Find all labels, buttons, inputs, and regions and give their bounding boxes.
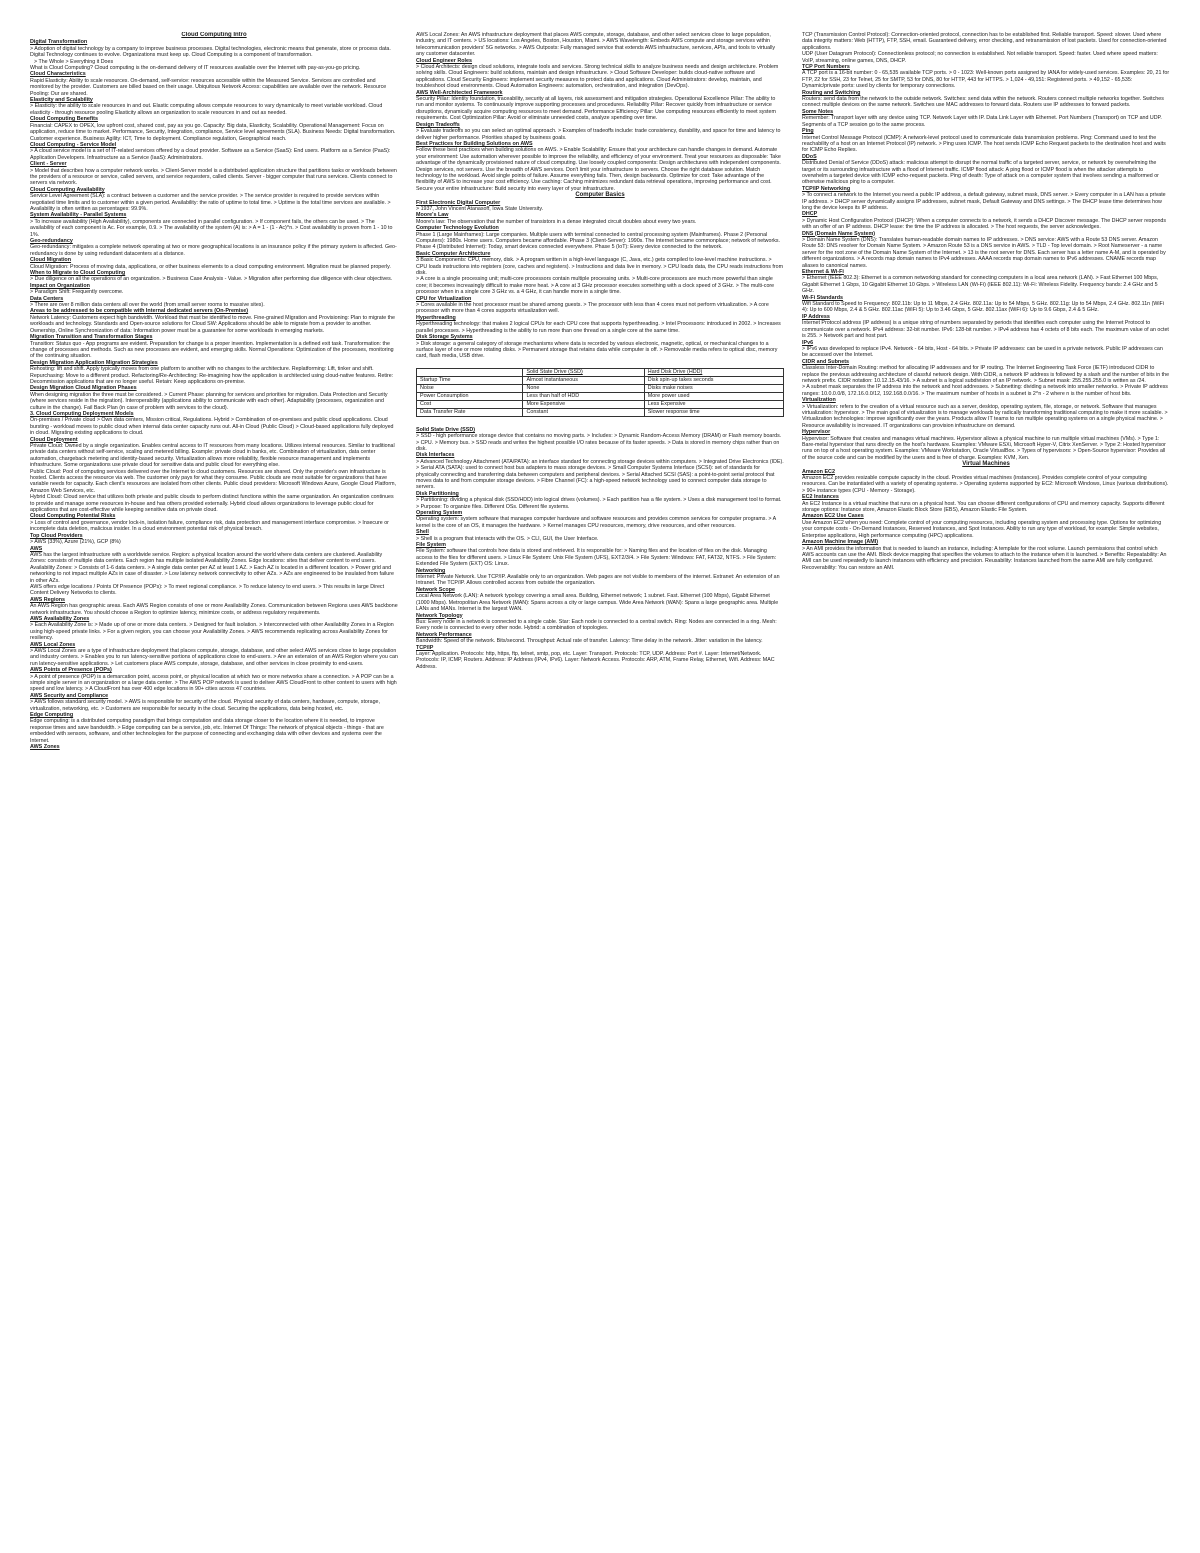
sheet-title: Cloud Computing Intro	[181, 32, 247, 38]
heading-ethernet: Ethernet & Wi-Fi	[802, 269, 844, 276]
heading-operating-system: Operating System	[416, 510, 463, 516]
heading-geo-redundancy: Geo-redundancy	[30, 238, 73, 244]
heading-aws-pop: AWS Points of Presence (POPs)	[30, 667, 112, 674]
heading-cloud-characteristics: Cloud Characteristics	[30, 71, 86, 78]
table-cell: Disks make noises	[644, 384, 783, 392]
text-private-cloud: Private Cloud: Owned by a single organization. Enables central access to IT resources from many locations. Utilizes internal resources. Similar to traditional private data centers without self-service, scaling and metered billing. Example: private cloud in banks, etc. Combination of virtualization, data center automation, chargeback metering and identity-based security. Virtualization allows more reliability, flexible resource management and implements infrastructure. Some organizations use private cloud for sensitive data and public cloud for everything else.	[30, 443, 395, 469]
table-row	[417, 408, 784, 416]
text-hypervisor: Hypervisor: Software that creates and manages virtual machines. Hypervisor allows a physical machine to run multiple virtual machines (VMs). > Type 1: Bare-metal hypervisor that runs directly on the host's hardware. Examples: VMware ESXi, Microsoft Hyper-V, Citrix XenServer. > Type 2: Hosted hypervisor runs on top of a host operating system. Examples: VMware Workstation, Oracle VirtualBox. > Types of hypervisors: > Open-Source hypervisor: Provides all of the source code and can be modified by the users and is free of charge. Examples: KVM, Xen.	[802, 435, 1166, 461]
text-evolution: Phase 1 (Large Mainframes): Large companies. Multiple users with terminal connected to central processing system (Mainframes). Phase 2 (Personal Computers): 1980s. Home users. Computers became affordable. Phase 3 (Client-Server): 1990s. The Internet became commonplace; network of networks. Phase 4 (Distributed Internet): Today, smart devices connected everywhere. Phase 5 (IoT): Every device connected to the network.	[416, 231, 780, 251]
text-udp: UDP (User Datagram Protocol): Connectionless protocol; no connection is established. Not reliable transport. Speed: faster. Used where speed matters: VoIP, streaming, online games, DNS, DHCP.	[802, 51, 1158, 64]
heading-moores-law: Moore's Law	[416, 212, 449, 219]
heading-tcp-ip: TCP/IP	[416, 644, 434, 651]
heading-shell: Shell	[416, 529, 429, 536]
table-header-cell: Hard Disk Drive (HDD)	[644, 368, 783, 376]
heading-data-centers: Data Centers	[30, 295, 64, 302]
text-network-scope: Local Area Network (LAN): A network typology covering a small area. Building, Ethernet network; 1 subnet. Fast. Ethernet (100 Mbps), Gigabit Ethernet (1000 Mbps). Metropolitan Area Network (MAN): Spans across a city or large campus. Wide Area Network (WAN): Spans a large geographic area. Multiple LANs and MANs. Internet is the largest WAN.	[416, 593, 779, 613]
column-2	[416, 32, 784, 1544]
heading-design-migration: Design Migration Cloud Migration Phases	[30, 385, 137, 392]
text-tradeoffs: > Evaluate tradeoffs so you can select an optimal approach. > Examples of tradeoffs include: trade consistency, durability, and space for time and latency to deliver higher performance. Priorities shaped by business goals.	[416, 128, 781, 141]
text-aws-2: Availability Zones: > Consists of 1-6 data centers. > A single data center per AZ at least 1 AZ. > Each AZ is located in a different location. > Power grid and networking to not impact multiple AZs in case of disaster. > Low latency network connectivity to other AZs. > AZs are engineered to be insulated from failure in other AZs.	[30, 564, 394, 584]
heading-disk-storage: Disk Storage Systems	[416, 334, 473, 341]
text-aws-regions: An AWS Region has geographic areas. Each AWS Region consists of one or more Availability Zones. Communication between Regions uses AWS backbone network infrastructure. You should choose a Region to optimize latency, minimize costs, or address regulatory requirements.	[30, 603, 398, 616]
table-row	[417, 384, 784, 392]
heading-first-computer: First Electronic Digital Computer	[416, 199, 501, 206]
text-benefits: Financial: CAPEX to OPEX, low upfront cost, shared cost, pay as you go. Capacity: Big data, Elasticity, Scalability. Operational Management: Focus on application, reduce time to market. Performance, Security, Integration, compliance, Service level agreements (SLA). Business Needs: Digital transformation. Customer experience. Business Agility: ICT, Time to deployment. Compliance regulation, Geographical reach.	[30, 122, 396, 142]
text-dhcp: > Dynamic Host Configuration Protocol (DHCP): When a computer connects to a network, it sends a DHCP Discover message. The DHCP server responds with an offer of an IP address. DHCP lease: the time the IP address is allocated. > The host requests, the server acknowledges.	[802, 217, 1167, 231]
cheat-sheet	[30, 32, 1170, 1544]
heading-network-topology: Network Topology	[416, 612, 463, 619]
heading-potential-risks: Cloud Computing Potential Risks	[30, 513, 116, 520]
text-tcp-ip: Layer: Application. Protocols: http, https, ftp, telnet, smtp, pop, etc. Layer: Transport. Protocols: TCP, UDP. Address: Port #. Layer: Internet/Network. Protocols: IP, ICMP, Routers. Address: IP Address (IPv4, IPv6). Layer: Network Access. Protocols: ARP, ATM, Frame Relay, Ethernet, Wifi. Address: MAC Address.	[416, 650, 775, 670]
text-ip-address: Internet Protocol address (IP address) is a unique string of numbers separated by periods that identifies each computer using the Internet Protocol to communicate over a network. IPv4 address: 32-bit number. IPv6: 128-bit number. > IPv4 address has 4 octets of 8 bits each. The maximum value of an octet is 255. > Network part and host part.	[802, 320, 1169, 340]
heading-ec2-instances: EC2 Instances	[802, 494, 839, 501]
text-edge: Edge computing: is a distributed computing paradigm that brings computation and data storage closer to the location where it is needed, to improve response times and save bandwidth. > Edge computing can be a service, job, etc. Internet Of Things: The network of physical objects - things - that are embedded with sensors, software, and other technologies for the purpose of connecting and exchanging data with other devices and systems over the Internet.	[30, 718, 384, 744]
text-tcp-ports: A TCP port is a 16-bit number: 0 - 65,535 available TCP ports. > 0 - 1023: Well-known ports assigned by IANA for widely-used services. Examples: 20, 21 for FTP, 22 for SSH, 23 for Telnet, 25 for SMTP, 53 for DNS, 80 for HTTP, 443 for HTTPS. > 1,024 - 49,151: Registered ports. > 49,152 - 65,535: Dynamic/private ports: used by clients for temporary connections.	[802, 70, 1170, 90]
heading-ami: Amazon Machine Image (AMI)	[802, 539, 879, 546]
table-cell: Cost	[417, 400, 523, 408]
text-digital: > Adoption of digital technology by a company to improve business processes. Digital technologies, electronic means that generate, store or process data. Digital Technology continues to evolve. Organizations must keep up. Cloud Computing is a component of transformation.	[30, 45, 391, 59]
heading-ip-address: IP Address	[802, 313, 830, 320]
heading-edge: Edge Computing	[30, 712, 74, 719]
table-header-cell	[417, 368, 523, 376]
text-moores-law: Moore's law: The observation that the number of transistors in a dense integrated circuit doubles about every two years.	[416, 218, 697, 225]
heading-hypervisor: Hypervisor	[802, 429, 831, 436]
heading-when-to-migrate: When to Migrate to Cloud Computing	[30, 270, 126, 277]
text-ec2-use-cases: Use Amazon EC2 when you need: Complete control of your computing resources, including operating system and processing type. Options for optimizing your compute costs - On-Demand Instances, Reserved Instances, and Spot Instances. Ability to run any type of workload, for example: Simple websites, Enterprise applications, High performance computing (HPC) applications.	[802, 519, 1162, 539]
table-header-cell: Solid State Drive (SSD)	[523, 368, 644, 376]
text-service-model: > A cloud service model is a set of IT-related services offered by a cloud provider. Software as a Service (SaaS): End users. Platform as a Service (PaaS): Application Developers. Infrastructure as a Service (IaaS): Administrators.	[30, 148, 391, 161]
text-characteristics: Rapid Elasticity: Ability to scale resources. On-demand, self-service: resources accessible within the Measured Service. Services are controlled and monitored by the provider. Customers are billed based on their usage. Ubiquitous Network Access: capabilities are available over the network. Resource Pooling: Our are shared.	[30, 77, 387, 97]
text-parallel-systems: > To increase availability (High Availability), components are connected in parallel configuration. > If component fails, the others can be used. > The availability of each component is Ac. For example, 0.9. > The availability of the system (A) is: > A = 1 - (1 - Ac)^n. > Cost availability is proven from 1 - 10 to 1%.	[30, 218, 393, 238]
heading-partitioning: Disk Partitioning	[416, 490, 459, 497]
heading-best-practices: Best Practices for Building Solutions on AWS	[416, 140, 533, 147]
table-cell: Almost instantaneous	[523, 376, 644, 384]
text-partitioning: > Partitioning: dividing a physical disk (SSD/HDD) into logical drives (volumes). > Each partition has a file system. > Uses a disk management tool to format. > Purpose: To organize files. Different OSs. Different file systems.	[416, 497, 782, 510]
text-file-system: File System: software that controls how data is stored and retrieved. It is responsible for: > Naming files and the location of files on the disk. Managing access to the files for different users. > Linux File System: Unix File System (UFS), EXT2/3/4. > File System: Windows: FAT, FAT32, NTFS. > File System: Extended File System (EXT) OS: Linux.	[416, 548, 777, 568]
text-aws-local-zones: > AWS Local Zones are a type of infrastructure deployment that places compute, storage, database, and other select AWS services close to large population and industry centers. > Enables you to run latency-sensitive portions of applications close to end-users. > Are an extension of an AWS Region where you can run latency-sensitive applications. > Let customers place AWS compute, storage, database, and other services in close proximity to end-users.	[30, 648, 398, 667]
text-amazon-ec2: Amazon EC2 provides resizable compute capacity in the cloud. Provides virtual machines (instances). Provides complete control of your computing resources. Can be instantiated with a variety of operating systems. > Operating systems supported by EC2: Microsoft Windows, Linux (various distributions). > 90+ instance types (CPU - Memory - Storage).	[802, 475, 1169, 494]
table-cell: Power Consumption	[417, 392, 523, 400]
text-data-centers: > There are over 8 million data centers all over the world (from small server rooms to massive sites).	[30, 302, 265, 309]
text-ec2-instances: An EC2 Instance is a virtual machine that runs on a physical host. You can choose different configurations of CPU and memory capacity. Supports different storage options: Instance store, Amazon Elastic Block Store (EBS), Amazon Elastic File System.	[802, 500, 1165, 514]
heading-evolution: Computer Technology Evolution	[416, 225, 499, 232]
heading-roles: Cloud Engineer Roles	[416, 57, 473, 64]
heading-parallel-systems: System Availability - Parallel Systems	[30, 212, 127, 219]
table-row	[417, 376, 784, 384]
text-networking: Internet: Private Network. Use TCP/IP. Available only to an organization. Web pages are not visible to members of the internet. Extranet: An extension of an Intranet. The TCP/IP. Allows controlled access from outside the organization.	[416, 574, 780, 587]
text-ping: Internet Control Message Protocol (ICMP): A network-level protocol used to communicate data transmission problems. Ping: Command used to test the reachability of a host on an Internet Protocol (IP) network. > Ping uses ICMP. The host sends ICMP Echo Request packets to the destination host and waits for ICMP Echo Replies.	[802, 134, 1166, 154]
heading-impact: Impact on Organization	[30, 282, 90, 289]
text-areas: Network Latency: Customers expect high bandwidth. Workload that must be identified to move. Fine-grained Migration and Provisioning: Plan to migrate the workloads and technology. Standards and Open-source solutions for Cloud SW: Applications should be able to migrate from a provider to another. Ownership, Online Synchronization of data: Information power must be a guarantee for some workloads in emerging markets.	[30, 314, 395, 334]
text-elasticity: > Elasticity: the ability to scale resources in and out. Elastic computing allows compute resources to vary dynamically to meet variable workload. Cloud elasticity - through resource pooling Elasticity allows an organization to scale resources in and out as needed.	[30, 103, 383, 116]
text-digital-2: > The Whole > Everything it Does	[34, 58, 114, 65]
heading-dhcp: DHCP	[802, 211, 818, 218]
heading-ec2-use-cases: Amazon EC2 Use Cases	[802, 513, 864, 520]
text-availability: Service Level Agreement (SLA): a contract between a customer and the service provider. > The service provider is required to provide services within negotiated time limits and to customer within a given period. Availability: the ratio of uptime to total time. > Uptime is the total time services are available. > Availability is often written as percentages: 99.9%.	[30, 193, 391, 212]
text-tcp: TCP (Transmission Control Protocol): Connection-oriented protocol, connection has to be established first. Reliable transport. Speed: slower. Used where data integrity matters: Web (HTTP), FTP, SSH, email. Guaranteed delivery, error checking, and retransmission of lost packets. Used for connection-oriented applications.	[802, 32, 1167, 51]
text-network-performance: Bandwidth: Speed of the network. Bits/second. Throughput: Actual rate of transfer. Latency: Time delay in the network. Jitter: variation in the latency.	[416, 638, 763, 645]
heading-aws-regions: AWS Regions	[30, 596, 66, 603]
text-geo-redundancy: Geo-redundancy: mitigates a complete network operating at two or more geographical locations is an insurance policy if the primary system is affected. Geo-redundancy is done by using redundant datacenters at a distance.	[30, 244, 397, 257]
table-cell: More Expensive	[523, 400, 644, 408]
text-operating-system: Operating system: system software that manages computer hardware and software resources and provides common services for computer programs. > A kernel is the core of an OS, it manages the hardware. > Kernel manages CPU resources, memory, drive resources, and other resources.	[416, 516, 776, 529]
text-ipv6: > IPv6 was developed to replace IPv4. Network - 64 bits, Host - 64 bits. > Private IP addresses: can be used in a private network. Public IP addresses can be accessed over the Internet.	[802, 345, 1163, 359]
heading-digital-transformation: Digital Transformation	[30, 39, 88, 46]
heading-ipv6: IPv6	[802, 339, 814, 346]
text-aws-security: > AWS follows standard security model. > AWS is responsible for security of the cloud. Physical security of data centers, hardware, compute, storage, virtualization, networking, etc. > Customers are responsible for security in the cloud. Securing the applications, data being hosted, etc.	[30, 699, 380, 712]
text-hybrid-cloud: Hybrid Cloud: Cloud service that utilizes both private and public clouds to perform distinct functions within the same organization. An organization continues to provide and manage some resources in-house and has others provided externally. Hybrid cloud allows organizations to leverage public cloud for applications that are cost-effective while keeping sensitive data on private cloud.	[30, 494, 394, 514]
table-cell: Startup Time	[417, 376, 523, 384]
heading-ddos: DDoS	[802, 153, 817, 160]
text-best-practices: Follow these best practices when building solutions on AWS. > Enable Scalability: Ensure that your architecture can handle changes in demand. Automate your environment: Use automation wherever possible to improve the reliability, and efficiency of your environment. Treat your resources as disposable: Take advantage of the dynamically provisioned nature of cloud computing. Use loosely coupled components: Design architectures with independent components. Design services, not servers. Use the breadth of AWS services. Don't limit your infrastructure to servers. Choose the right database solution. Match technology to the workload. Avoid single points of failure. Assume everything fails. Then, design backwards. Optimize for cost: Take advantage of the flexibility of AWS to increase your cost efficiency. Use caching: Caching minimizes redundant data retrieval operations, improving performance and cost. Secure your entire infrastructure: Build security into every layer of your infrastructure.	[416, 147, 781, 192]
heading-elasticity: Elasticity and Scalability	[30, 97, 93, 104]
heading-aws-local-zones: AWS Local Zones	[30, 641, 76, 648]
heading-tradeoffs: Design Tradeoffs	[416, 121, 460, 128]
heading-cpu-virtualization: CPU for Virtualization	[416, 295, 472, 302]
heading-aws: AWS	[30, 545, 43, 552]
text-routing-switching: Routers: send data from the network to the outside network. Switches: send data within the network. Routers connect multiple networks together. Switches connect multiple devices on the same network. Switches use MAC addresses to forward data. Routers use IP addresses to forward packets.	[802, 96, 1164, 109]
heading-amazon-ec2: Amazon EC2	[802, 468, 835, 475]
column-3	[802, 32, 1170, 1544]
table-cell: Less Expensive	[644, 400, 783, 408]
text-transition: Transition: Status quo - App programs are evident. Preparation for change is a proper invention. Implementation is a defined exit task. Transformation: the change of processes and methods. Such as new processes are evident, and emerging skills. Normal Operations: Optimization of the processes, monitoring of the continuing situation.	[30, 340, 394, 360]
heading-dns: DNS (Domain Name System)	[802, 230, 876, 237]
text-cloud-migration: Cloud Migration: Process of moving data, applications, or other business elements to a cloud computing environment. Migration must be planned properly.	[30, 263, 391, 270]
heading-ssd: Solid State Drive (SSD)	[416, 426, 476, 433]
text-public-cloud: Public Cloud: Pool of computing services delivered over the Internet to cloud customers. Resources are shared. Only the provider's own infrastructure is hosted. Clients access the resource via web. The customer only pays for what they consume. Public clouds are most suitable for organizations that have variable needs for capacity. Each client's resources are isolated from other clients. Public cloud providers: Microsoft Windows Azure, Google Cloud Platform, Amazon Web Services, etc.	[30, 468, 396, 494]
heading-strategies: Design Migration Application Migration Strategies	[30, 359, 158, 366]
heading-aws-security: AWS Security and Compliance	[30, 692, 109, 699]
heading-deployment-models: 3. Cloud Computing Deployment Models	[30, 410, 134, 417]
text-architecture: 3 Basic Components: CPU, memory, disk. > A program written in a high-level language (C, Java, etc.) gets compiled to low-level machine instructions. > CPU loads instructions into registers (core, caches and registers). > Instructions and data live in memory. > CPU loads data, the CPU reads instructions from disk.	[416, 257, 784, 277]
text-local-zones: AWS Local Zones: An AWS infrastructure deployment that places AWS compute, storage, database, and other select services close to large population, industry, and IT centers. > US locations: Los Angeles, Boston, Houston, Miami. > AWS Wavelength: Embeds AWS compute and storage services within telecommunication providers' 5G networks. > AWS Outposts: Fully managed service that extends AWS infrastructure, services, APIs, and tools to virtually any customer datacenter.	[416, 32, 776, 58]
text-cores: > A core is a single processing unit; multi-core processors contain multiple processing units. > Multi-core processors are much more powerful than single core; it becomes increasingly difficult to make more heat. > A core at 3 GHz processor executes something with a clock speed of 3 GHz. > The multi-core processor when in a single core 3 GHz vs. a 4 GHz, it can handle more in a single time.	[416, 276, 775, 296]
text-subnet: > A subnet mask separates the IP address into the network and host addresses. > Subnetting: dividing a network into smaller networks. > Private IP address ranges: 10.0.0.0/8, 172.16.0.0/12, 192.168.0.0/16. > The maximum number of hosts in a subnet is 2^n - 2 where n is the number of host bits.	[802, 384, 1168, 397]
text-top-providers: > AWS (33%), Azure (21%), GCP (8%)	[30, 539, 121, 546]
heading-virtualization: Virtualization	[802, 397, 836, 404]
text-potential-risks: > Loss of control and governance, vendor lock-in, isolation failure, compliance risk, data protection and management interface compromise. > Insecure or incomplete data deletion, malicious insider. In a cloud environment potential risk of physical breach.	[30, 519, 389, 533]
text-client-server: > Model that describes how a computer network works. > Client-Server model is a distributed application structure that partitions tasks or workloads between the providers of a resource or service, called servers, and service requesters, called clients. Server - bigger computer that runs services. Clients connect to servers via network.	[30, 167, 397, 187]
heading-networking: Networking	[416, 567, 446, 574]
heading-network-scope: Network Scope	[416, 586, 455, 593]
heading-virtual-machines: Virtual Machines	[962, 461, 1010, 468]
text-roles: > Cloud Architects: design cloud solutions, integrate tools and services. Strong technical skills to analyze business needs and design architecture. Problem solving skills. Cloud Engineers: build solutions, maintain and design infrastructure. > Cloud Software Developer: builds cloud-native software and applications. Cloud Security Engineers: implement security measures to protect data and applications. Cloud Administrators: develop, maintain, and troubleshoot cloud environments. Cloud Automation Engineers: automation, orchestration, and integration (DevOps).	[416, 64, 779, 90]
text-network-topology: Bus: Every node in a network is connected to a single cable. Star: Each node is connected to a central switch. Ring: Nodes are connected in a ring. Mesh: Every node is connected to every other node. Hybrid: a combination of topologies.	[416, 618, 777, 632]
text-shell: > Shell is a program that interacts with the OS. > CLI, GUI, the User Interface.	[416, 535, 599, 542]
heading-ping: Ping	[802, 128, 814, 135]
text-deployment-models: On-premises / Private cloud > Own data centers, Mission critical, Regulations. Hybrid > Combination of on-premises and public cloud applications. Cloud bursting - workload moves to public cloud when internal data center capacity runs out. All-in Cloud (Public Cloud) > Cloud-based applications fully deployed in cloud. Migrating existing applications to cloud.	[30, 417, 394, 437]
table-cell: Slower response time	[644, 408, 783, 416]
text-well-architected: Security Pillar: Identity foundation, traceability, security at all layers, risk assessment and mitigation strategies. Operational Excellence Pillar: The ability to run and monitor systems. To continuously improve supporting processes and procedures. Reliability Pillar: Recover quickly from infrastructure or service disruptions, dynamically acquire computing resources to meet demand. Performance Efficiency Pillar: Use computing resources efficiently to meet system requirements. Cost Optimization Pillar: Avoid or eliminate unneeded costs, analyze spending over time.	[416, 96, 776, 122]
heading-computer-basics: Computer Basics	[575, 192, 625, 199]
table-header-row	[417, 368, 784, 376]
ssd-hdd-table	[416, 368, 784, 417]
heading-cloud-migration: Cloud Migration	[30, 257, 72, 264]
heading-routing-switching: Routing and Switching	[802, 89, 861, 96]
heading-aws-azs: AWS Availability Zones	[30, 615, 90, 622]
text-strategies: Rehosting: lift and shift. Apply typically moves from one platform to another with no changes to the architecture. Replatforming: Lift, tinker and shift. Repurchasing: Move to a different product. Refactoring/Re-Architecting: Re-imagining how the application is architected using cloud-native features. Retire: Decommission applications that are no longer useful. Retain: Keep applications on-premise.	[30, 366, 394, 385]
table-cell: Noise	[417, 384, 523, 392]
heading-tcpip-networking: TCP/IP Networking	[802, 185, 851, 192]
table-row	[417, 400, 784, 408]
heading-network-performance: Network Performance	[416, 631, 472, 638]
heading-client-server: Client - Server	[30, 161, 67, 168]
heading-availability: Cloud Computing Availability	[30, 186, 105, 193]
table-cell: Disk spin-up takes seconds	[644, 376, 783, 384]
heading-hyperthreading: Hyperthreading	[416, 314, 456, 321]
heading-tcp-ports: TCP Port Numbers	[802, 64, 850, 71]
text-first-computer: > 1937, John Vincent Atanasoff, Iowa State University.	[416, 205, 544, 212]
table-cell: Constant	[523, 408, 644, 416]
heading-transition: Migration Transition and Transformation Stages	[30, 334, 153, 341]
text-aws-3: AWS offers edge locations / Points Of Presence (POPs): > To meet regional compliance. > To reduce latency to end users. > This results in large Direct Content Delivery Networks to clients.	[30, 583, 385, 597]
text-aws-pop: > A point of presence (POP) is a demarcation point, access point, or physical location at which two or more networks share a connection. > A POP can be a simple single server in an organization or a large data center. > The AWS POP network is used to deliver AWS CloudFront to other content to users with high speed and low latency. > A CloudFront has over 400 edge locations in 90+ cities across 47 countries.	[30, 673, 397, 693]
text-hyperthreading: Hyperthreading technology: that makes 2 logical CPUs for each CPU core that supports hyperthreading. > Intel Processors: introduced in 2002. > Increases parallel processes. > Hyperthreading is the ability to run more than one thread on a single core at the same time.	[416, 321, 781, 334]
heading-file-system: File System	[416, 542, 446, 549]
text-notes: Remember: Transport layer with any device using TCP. Network Layer with IP. Data Link Layer with Ethernet. Port Numbers (Transport) on TCP and UDP. Segments of a TCP session go to the same process.	[802, 115, 1162, 128]
text-when-to-migrate: > Due diligence on all the operations of an organization. > Business Case Analysis - Value. > Migration after performing due diligence with clear objectives.	[30, 276, 393, 283]
heading-cloud-deployment: Cloud Deployment	[30, 436, 78, 443]
heading-architecture: Basic Computer Architecture	[416, 250, 491, 257]
text-virtualization: > Virtualization: refers to the creation of a virtual resource such as a server, desktop, operating system, file, storage, or network. Software that manages virtualization: hypervisor. > The main goal of virtualization is to manage workloads by radically transforming traditional computing to make it more scalable. > Virtualization technologies: improve significantly over the years. Products allow IT teams to run multiple operating systems on a single physical machine. > Resource availability is increased. IT organizations can provision infrastructure on demand.	[802, 403, 1168, 429]
heading-service-model: Cloud Computing - Service Model	[30, 141, 117, 148]
text-ssd: > SSD - high performance storage device that contains no moving parts. > Includes: > Dynamic Random-Access Memory (DRAM) or Flash memory boards. > CPU. > Memory bus. > SSD reads and writes the highest possible I/O rates because of its faster speeds. > Data is stored in memory chips rather than on disk.	[416, 433, 782, 452]
text-ddos: Distributed Denial of Service (DDoS) attack: malicious attempt to disrupt the normal traffic of a targeted server, service, or network by overwhelming the target or its surrounding infrastructure with a flood of Internet traffic. ICMP flood attack: A ping flood or ICMP flood is when the attacker attempts to overwhelm a targeted device with ICMP echo-request packets. Ping of death: Type of attack on a computer system that involves sending a malformed or otherwise malicious ping to a computer.	[802, 160, 1159, 186]
text-aws: AWS has the largest infrastructure with a worldwide service. Region: a physical location around the world where data centers are clustered. Availability Zones: consists of multiple data centers. Each region has multiple isolated Availability Zones. Edge locations: sites that deliver content to end users.	[30, 551, 383, 565]
heading-aws-zones: AWS Zones	[30, 744, 60, 751]
heading-benefits: Cloud Computing Benefits	[30, 116, 98, 123]
heading-well-architected: AWS Well-Architected Framework	[416, 89, 503, 96]
text-wifi-standards: Wifi Standard to Speed to Frequency: 802.11b: Up to 11 Mbps, 2.4 GHz. 802.11a: Up to 54 Mbps, 5 GHz. 802.11g: Up to 54 Mbps, 2.4 GHz. 802.11n (WiFi 4): Up to 600 Mbps, 2.4 & 5 GHz. 802.11ac (WiFi 5): Up to 3.46 Gbps, 5 GHz. 802.11ax (WiFi 6): Up to 9.6 Gbps, 2.4 & 5 GHz.	[802, 301, 1164, 314]
text-disk-interfaces: > Advanced Technology Attachment (ATA/PATA): an interface standard for connecting storage devices within computers. > Integrated Drive Electronics (IDE). > Serial ATA (SATA): used to connect host bus adapters to mass storage devices. > Small Computer Systems Interface (SCSI): set of standards for physically connecting and transferring data between computers and peripheral devices. > Serial Attached SCSI (SAS): a point-to-point serial protocol that moves data to and from computer storage devices. > Fibre Channel (FC): a high-speed network technology used to connect computer data storage to servers.	[416, 458, 784, 491]
heading-areas: Areas to be addressed to be compatible with Internal dedicated servers (On-Premise)	[30, 308, 249, 315]
text-cpu-virtualization: > Cores available in the host processor must be shared among guests. > The processor with less than 4 cores must not perform virtualization. > A core processor with more than 4 cores supports virtualization well.	[416, 302, 769, 315]
heading-cidr: CIDR and Subnets	[802, 358, 850, 365]
heading-wifi-standards: Wi-Fi Standards	[802, 294, 843, 301]
heading-top-providers: Top Cloud Providers	[30, 532, 83, 539]
text-impact: > Paradigm Shift: Frequently overcome.	[30, 289, 124, 296]
text-disk-storage: > Disk storage: a general category of storage mechanisms where data is recorded by various electronic, magnetic, optical, or mechanical changes to a surface layer of one or more rotating disks. > Permanent storage that retains data while computer is off. > Removable media refers to optical disc, memory card, flash media, USB drive.	[416, 340, 778, 360]
text-cidr: Classless Inter-Domain Routing: method for allocating IP addresses and for IP routing. The Internet Engineering Task Force (IETF) introduced CIDR to replace the previous addressing architecture of classful network design. With CIDR, a network IP address is followed by a slash and the number of bits in the network prefix. CIDR notation: 10.12.15.43/16. > A subnet is a logical subdivision of an IP network. > Subnet mask: 255.255.255.0 is written as /24.	[802, 365, 1170, 384]
heading-notes: Some Notes	[802, 108, 834, 115]
heading-disk-interfaces: Disk Interfaces	[416, 452, 455, 459]
text-ami: > An AMI provides the information that is needed to launch an instance, including: A template for the root volume. Launch permissions that control which AWS accounts can use the AMI. Block device mapping that specifies the volumes to attach to the instance when it is launched. > Benefits: Repeatability: An AMI can be used repeatedly to launch instances with efficiency and precision. Reusability: Instances launched from the same AMI are fully configured. Recoverability: You can restore an AMI.	[802, 545, 1167, 571]
table-cell: Less than half of HDD	[523, 392, 644, 400]
text-design-migration: When designing migration the three must be considered. > Current Phase: planning for services and priorities for migration. Data Protection and Security (where services reside in the migration). Interoperability (applications ability to communicate with each other). Adaptability (processes, organization and culture in the change). Fail Back Plan (in case of problem with services to the cloud).	[30, 391, 388, 411]
text-aws-azs: > Each Availability Zone is: > Made up of one or more data centers. > Designed for fault isolation. > Interconnected with other Availability Zones in a Region using high-speed private links. > For a given region, you can choose your Availability Zones. > AWS recommends replicating across Availability Zones for resiliency.	[30, 622, 394, 642]
text-ethernet: > Ethernet (IEEE 802.3): Ethernet is a common networking standard for connecting computers in a local area network (LAN). > Fast Ethernet 100 Mbps, Gigabit Ethernet 1 Gbps, 10 Gigabit Ethernet 10 Gbps. > Wireless LAN (Wi-Fi) (IEEE 802.11): Wi-Fi: Wireless Fidelity. Frequency bands: 2.4 GHz and 5 GHz.	[802, 275, 1159, 295]
text-dns: > Domain Name System (DNS): Translates human-readable domain names to IP addresses. > DNS service: AWS with a Route 53 DNS server. Amazon Route 53: DNS resolver for Domain Name System. > Amazon Route 53 is a DNS service in AWS. > TLD - Top level domain. > Root Nameserver - a name server for the root zone of the Domain Name System of the Internet. > 13 is the root server for DNS. Each server has a letter name A-M, and is operated by different organizations. > A records map domain names to IPv4 addresses. AAAA records map domain names to IPv6 addresses. CNAME records map aliases to canonical names.	[802, 237, 1166, 269]
table-cell: None	[523, 384, 644, 392]
table-cell: More power used	[644, 392, 783, 400]
text-tcpip-networking: > To connect a network to the Internet you need a public IP address, a default gateway, subnet mask, DNS server. > Every computer in a LAN has a private IP address. > DHCP server dynamically assigns IP addresses, subnet mask, Default Gateway and DNS settings. > The DHCP lease time determines how long the device keeps its IP address.	[802, 192, 1166, 211]
text-what-is-cloud: What is Cloud Computing? Cloud computing is the on-demand delivery of IT resources available over the Internet with pay-as-you-go pricing.	[30, 65, 361, 72]
table-row	[417, 392, 784, 400]
column-1	[30, 32, 398, 1544]
table-cell: Data Transfer Rate	[417, 408, 523, 416]
